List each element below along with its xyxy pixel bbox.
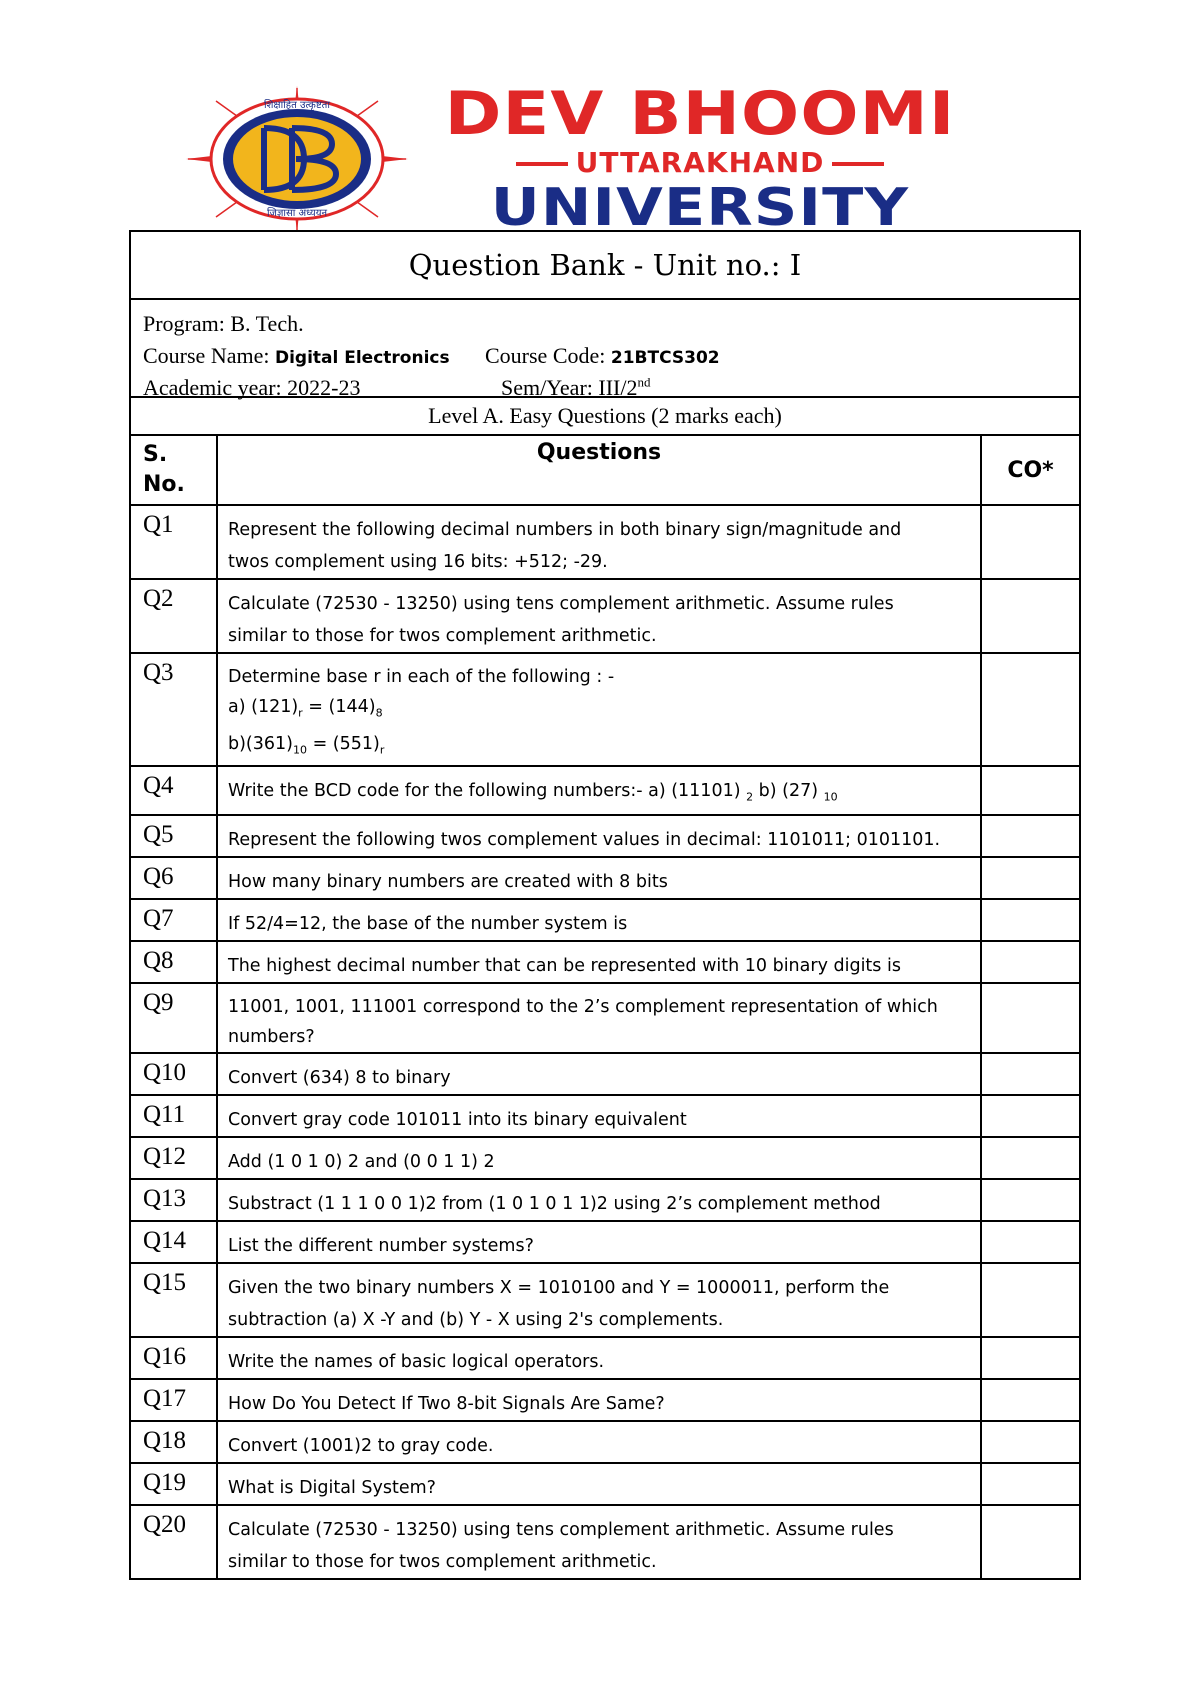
table-row bbox=[131, 1421, 1079, 1463]
q3a-mid: = (144) bbox=[302, 697, 376, 717]
question-text bbox=[217, 1263, 981, 1337]
table-row bbox=[131, 653, 1079, 766]
co-cell bbox=[981, 1263, 1079, 1337]
question-line: Represent the following decimal numbers in both binary sign/magnitude and bbox=[228, 520, 902, 540]
q3a-sub1: r bbox=[298, 706, 303, 720]
table-row bbox=[131, 1505, 1079, 1578]
question-line: Determine base r in each of the following : - bbox=[228, 667, 615, 687]
university-header bbox=[0, 0, 1200, 238]
question-text bbox=[217, 1221, 981, 1263]
question-line: Represent the following twos complement values in decimal: 1101011; 0101101. bbox=[228, 829, 941, 850]
question-line: If 52/4=12, the base of the number system is bbox=[228, 913, 628, 934]
emblem-top-text: शिक्षाहित उत्कृष्टता bbox=[264, 100, 330, 111]
table-row bbox=[131, 1179, 1079, 1221]
question-text bbox=[217, 899, 981, 941]
question-number: Q3 bbox=[131, 653, 217, 766]
question-number: Q7 bbox=[131, 899, 217, 941]
question-number: Q11 bbox=[131, 1095, 217, 1137]
q3a-text: a) (121) bbox=[228, 697, 299, 717]
q4-mid: b) (27) bbox=[753, 781, 824, 801]
question-line-b bbox=[228, 729, 970, 766]
question-line: Convert (634) 8 to binary bbox=[228, 1067, 451, 1088]
co-cell bbox=[981, 1505, 1079, 1578]
co-cell bbox=[981, 1221, 1079, 1263]
table-row bbox=[131, 983, 1079, 1053]
question-line: Convert (1001)2 to gray code. bbox=[228, 1435, 494, 1456]
q4-sub2: 10 bbox=[823, 790, 838, 804]
question-number: Q9 bbox=[131, 983, 217, 1053]
co-cell bbox=[981, 1421, 1079, 1463]
question-number: Q6 bbox=[131, 857, 217, 899]
sem-year-sup: nd bbox=[637, 374, 651, 390]
question-text bbox=[217, 857, 981, 899]
co-cell bbox=[981, 505, 1079, 579]
question-bank-sheet bbox=[129, 230, 1081, 1580]
table-row bbox=[131, 1095, 1079, 1137]
question-text bbox=[217, 766, 981, 815]
co-cell bbox=[981, 1463, 1079, 1505]
question-number: Q13 bbox=[131, 1179, 217, 1221]
course-name-value: Digital Electronics bbox=[274, 348, 450, 368]
course-code-wrap bbox=[485, 340, 720, 374]
question-number: Q15 bbox=[131, 1263, 217, 1337]
co-cell bbox=[981, 1053, 1079, 1095]
table-row bbox=[131, 857, 1079, 899]
table-row bbox=[131, 815, 1079, 857]
question-text bbox=[217, 1337, 981, 1379]
table-row bbox=[131, 1337, 1079, 1379]
sno-header-line2: No. bbox=[143, 472, 185, 497]
question-number: Q18 bbox=[131, 1421, 217, 1463]
question-line: How many binary numbers are created with 8 bits bbox=[228, 871, 668, 892]
sno-header-line1: S. bbox=[143, 442, 168, 467]
question-line: The highest decimal number that can be represented with 10 binary digits is bbox=[228, 955, 901, 976]
question-line: subtraction (a) X -Y and (b) Y - X using 2's complements. bbox=[228, 1309, 724, 1330]
question-line: What is Digital System? bbox=[228, 1477, 436, 1498]
question-number: Q10 bbox=[131, 1053, 217, 1095]
question-line: Add (1 0 1 0) 2 and (0 0 1 1) 2 bbox=[228, 1151, 495, 1172]
co-cell bbox=[981, 857, 1079, 899]
question-number: Q12 bbox=[131, 1137, 217, 1179]
question-text bbox=[217, 815, 981, 857]
question-number: Q19 bbox=[131, 1463, 217, 1505]
q3b-sub1: 10 bbox=[293, 743, 307, 756]
table-header-row bbox=[131, 436, 1079, 505]
question-number: Q16 bbox=[131, 1337, 217, 1379]
question-line: numbers? bbox=[228, 1026, 315, 1047]
question-line: twos complement using 16 bits: +512; -29. bbox=[228, 552, 608, 572]
co-cell bbox=[981, 1337, 1079, 1379]
co-cell bbox=[981, 1179, 1079, 1221]
divider-dash-left bbox=[516, 162, 568, 166]
table-row bbox=[131, 766, 1079, 815]
question-text bbox=[217, 1379, 981, 1421]
question-text bbox=[217, 1179, 981, 1221]
q3b-mid: = (551) bbox=[307, 733, 380, 754]
question-line: Convert gray code 101011 into its binary equivalent bbox=[228, 1109, 687, 1130]
table-row bbox=[131, 899, 1079, 941]
university-name-line2-wrap bbox=[420, 146, 980, 180]
divider-dash-right bbox=[832, 162, 884, 166]
question-line: similar to those for twos complement arithmetic. bbox=[228, 1551, 657, 1572]
questions-header: Questions bbox=[217, 436, 981, 505]
university-wordmark bbox=[420, 79, 980, 238]
q4-text: Write the BCD code for the following numbers:- a) (11101) bbox=[228, 781, 747, 801]
question-number: Q17 bbox=[131, 1379, 217, 1421]
co-cell bbox=[981, 579, 1079, 653]
question-number: Q4 bbox=[131, 766, 217, 815]
question-text bbox=[217, 983, 981, 1053]
co-cell bbox=[981, 1379, 1079, 1421]
question-line: Given the two binary numbers X = 1010100 and Y = 1000011, perform the bbox=[228, 1277, 890, 1298]
question-text bbox=[217, 1421, 981, 1463]
level-heading: Level A. Easy Questions (2 marks each) bbox=[131, 398, 1079, 436]
q3a-sub2: 8 bbox=[375, 706, 383, 720]
co-cell bbox=[981, 815, 1079, 857]
university-name-line3: UNIVERSITY bbox=[490, 178, 910, 238]
question-line: 11001, 1001, 111001 correspond to the 2’s complement representation of which bbox=[228, 996, 938, 1017]
sem-year-wrap bbox=[501, 372, 650, 404]
table-row bbox=[131, 1463, 1079, 1505]
question-text bbox=[217, 941, 981, 983]
table-row bbox=[131, 1221, 1079, 1263]
co-cell bbox=[981, 899, 1079, 941]
course-info bbox=[131, 300, 1079, 398]
academic-year: Academic year: 2022-23 bbox=[143, 375, 361, 400]
co-cell bbox=[981, 1095, 1079, 1137]
question-text bbox=[217, 1505, 981, 1578]
table-row bbox=[131, 579, 1079, 653]
question-text bbox=[217, 1137, 981, 1179]
co-header: CO* bbox=[981, 436, 1079, 505]
university-name-line1: DEV BHOOMI bbox=[444, 79, 956, 149]
question-line: Calculate (72530 - 13250) using tens complement arithmetic. Assume rules bbox=[228, 1519, 894, 1540]
table-row bbox=[131, 1137, 1079, 1179]
course-name-label: Course Name: bbox=[143, 343, 270, 368]
year-line bbox=[143, 372, 1079, 404]
course-code-label: Course Code: bbox=[485, 343, 606, 368]
question-number: Q5 bbox=[131, 815, 217, 857]
co-cell bbox=[981, 941, 1079, 983]
question-number: Q1 bbox=[131, 505, 217, 579]
question-line: Write the names of basic logical operators. bbox=[228, 1351, 605, 1372]
q3b-text: b)(361) bbox=[228, 733, 293, 754]
question-line: List the different number systems? bbox=[228, 1235, 534, 1256]
question-line: similar to those for twos complement arithmetic. bbox=[228, 626, 657, 646]
question-number: Q14 bbox=[131, 1221, 217, 1263]
q4-sub1: 2 bbox=[746, 790, 754, 804]
sno-header bbox=[131, 436, 217, 505]
q3b-sub2: r bbox=[379, 743, 385, 756]
question-text bbox=[217, 1053, 981, 1095]
program-line: Program: B. Tech. bbox=[143, 311, 304, 336]
page-title: Question Bank - Unit no.: I bbox=[131, 232, 1079, 300]
co-cell bbox=[981, 766, 1079, 815]
course-code-value: 21BTCS302 bbox=[610, 348, 720, 368]
question-text bbox=[217, 1463, 981, 1505]
table-row bbox=[131, 1379, 1079, 1421]
question-line: How Do You Detect If Two 8-bit Signals Are Same? bbox=[228, 1393, 665, 1414]
questions-table bbox=[131, 436, 1079, 1578]
question-text bbox=[217, 653, 981, 766]
course-line bbox=[143, 340, 1079, 372]
co-cell bbox=[981, 653, 1079, 766]
table-row bbox=[131, 941, 1079, 983]
question-number: Q2 bbox=[131, 579, 217, 653]
question-line-a bbox=[228, 692, 970, 729]
emblem-bottom-text: जिज्ञासा अध्ययन bbox=[266, 208, 328, 219]
table-row bbox=[131, 1263, 1079, 1337]
table-row bbox=[131, 505, 1079, 579]
question-text bbox=[217, 579, 981, 653]
question-text bbox=[217, 1095, 981, 1137]
university-name-line2: UTTARAKHAND bbox=[575, 146, 825, 179]
question-number: Q8 bbox=[131, 941, 217, 983]
sem-year: Sem/Year: III/2 bbox=[501, 375, 638, 400]
table-row bbox=[131, 1053, 1079, 1095]
question-line: Substract (1 1 1 0 0 1)2 from (1 0 1 0 1 1)2 using 2’s complement method bbox=[228, 1193, 881, 1214]
co-cell bbox=[981, 1137, 1079, 1179]
co-cell bbox=[981, 983, 1079, 1053]
question-number: Q20 bbox=[131, 1505, 217, 1578]
question-text bbox=[217, 505, 981, 579]
question-line: Calculate (72530 - 13250) using tens complement arithmetic. Assume rules bbox=[228, 594, 894, 614]
